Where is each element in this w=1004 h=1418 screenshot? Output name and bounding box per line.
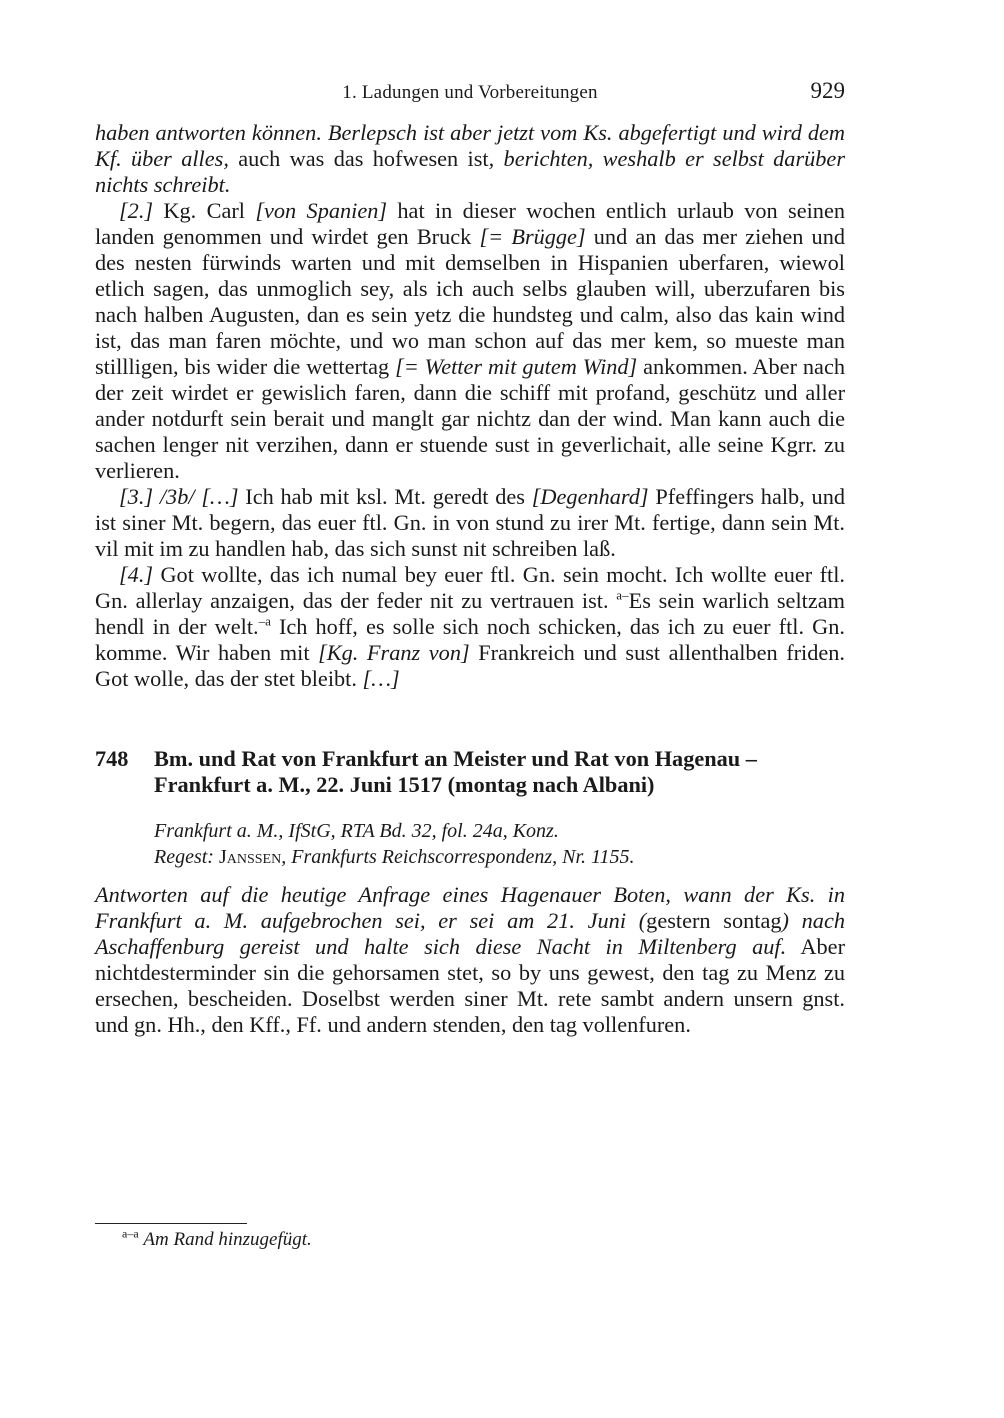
paragraph-3 <box>95 484 845 562</box>
regest-paragraph <box>95 882 845 1038</box>
quoted-text: Es sein warlich seltzam hendl in der welt. <box>95 588 845 639</box>
quoted-text: Got wollte, das ich numal bey euer ftl. Gn. sein mocht. Ich wollte euer ftl. Gn. allerlay anzaigen, das der feder nit zu vertrauen ist. <box>95 562 845 613</box>
page-number: 929 <box>810 78 845 103</box>
summary-italic: ) nach Aschaffenburg gereist und halte sich diese Nacht in Miltenberg auf. <box>95 908 845 959</box>
editorial-note: [Degenhard] <box>531 484 649 509</box>
regest-author: Janssen <box>218 846 282 868</box>
source-references <box>154 818 844 870</box>
footnote-text: Am Rand hinzugefügt. <box>143 1229 312 1250</box>
paragraph-4 <box>95 562 845 692</box>
page-header <box>95 80 845 110</box>
archive-source: Frankfurt a. M., IfStG, RTA Bd. 32, fol. 24a, Konz. <box>154 820 559 842</box>
summary-italic: haben antworten können. Berlepsch ist aber jetzt vom Ks. abgefertigt und wird dem Kf. über alles, <box>95 120 845 171</box>
regest-reference: Regest: Janssen, Frankfurts Reichscorrespondenz, Nr. 1155. <box>154 846 635 868</box>
footnote-mark: a–a <box>122 1226 139 1241</box>
quoted-text: Ich hoff, es solle sich noch schicken, das ich zu euer ftl. Gn. komme. Wir haben mit <box>95 614 845 665</box>
running-title: 1. Ladungen und Vorbereitungen <box>342 82 598 103</box>
editorial-note: [von Spanien] <box>255 198 388 223</box>
editorial-note: [Kg. Franz von] <box>318 640 470 665</box>
quoted-text: Kg. Carl <box>153 198 256 223</box>
paragraph-2 <box>95 198 845 484</box>
paragraph-number: [4.] <box>119 562 154 587</box>
footnote-mark-open: a– <box>616 587 629 603</box>
regest-work: , Frankfurts Reichscorrespondenz, Nr. 1155. <box>281 846 635 868</box>
paragraph-number: [3.] /3b/ […] <box>119 484 239 509</box>
quoted-text: ankommen. Aber nach der zeit wirdet er gewislich faren, dann die schiff mit profand, geschütz und aller ander notdurft sein berait und manglt gar nichtz dan der wind. Man kann auch die sachen lenger nit verzihen, dann er stuende sust in geverlichait, alle seine Kgrr. zu verlieren. <box>95 354 845 483</box>
footnote-mark-close: –a <box>258 613 271 629</box>
quoted-text: Aber nichtdesterminder sin die gehorsamen stet, so by uns gewest, den tag zu Menz zu ersechen, bescheiden. Doselbst werden siner Mt. rete sambt andern unsern gnst. und gn. Hh., den Kff., Ff. und andern stenden, den tag vollenfuren. <box>95 934 846 1037</box>
quoted-text: gestern sontag <box>646 908 782 933</box>
paragraph-number: [2.] <box>119 198 154 223</box>
quoted-text: und an das mer ziehen und des nesten fürwinds warten und mit demselben in Hispanien uberfaren, wiewol etlich sagen, das unmoglich sey, als ich auch selbs glauben will, uberzufaren bis nach halben Augusten, dan es sein yetz die hundsteg und calm, also das kain wind ist, das man faren möchte, und wo man schon auf das mer kem, so mueste man stillligen, bis wider die wettertag <box>95 224 845 379</box>
regest-body <box>95 882 845 1038</box>
summary-italic: , berichten, weshalb er selbst darüber nichts schreibt. <box>95 146 845 197</box>
editorial-note: […] <box>362 666 400 691</box>
document-title: Bm. und Rat von Frankfurt an Meister und Rat von Hagenau – Frankfurt a. M., 22. Juni 1517 (montag nach Albani) <box>154 746 757 797</box>
footnote-rule <box>95 1223 247 1224</box>
summary-italic: Antworten auf die heutige Anfrage eines Hagenauer Boten, wann der Ks. in Frankfurt a. M. aufgebrochen sei, er sei am 21. Juni ( <box>95 882 845 933</box>
letter-body <box>95 120 845 692</box>
editorial-note: [= Wetter mit gutem Wind] <box>395 354 638 379</box>
document-heading <box>95 746 845 798</box>
footnote <box>122 1228 312 1252</box>
document-number: 748 <box>95 746 129 771</box>
quoted-text: Frankreich und sust allenthalben friden. Got wolle, das der stet bleibt. <box>95 640 846 691</box>
quoted-text: Pfeffingers halb, und ist siner Mt. begern, das euer ftl. Gn. in von stund zu irer Mt. fertige, dann sein Mt. vil mit im zu handlen hab, das sich sunst nit schreiben laß. <box>95 484 845 561</box>
quoted-text: hat in dieser wochen entlich urlaub von seinen landen genommen und wirdet gen Bruck <box>95 198 845 249</box>
quoted-text: auch was das hofwesen ist <box>228 146 489 171</box>
quoted-text: Ich hab mit ksl. Mt. geredt des <box>238 484 532 509</box>
editorial-note: [= Brügge] <box>479 224 586 249</box>
paragraph-1 <box>95 120 845 198</box>
